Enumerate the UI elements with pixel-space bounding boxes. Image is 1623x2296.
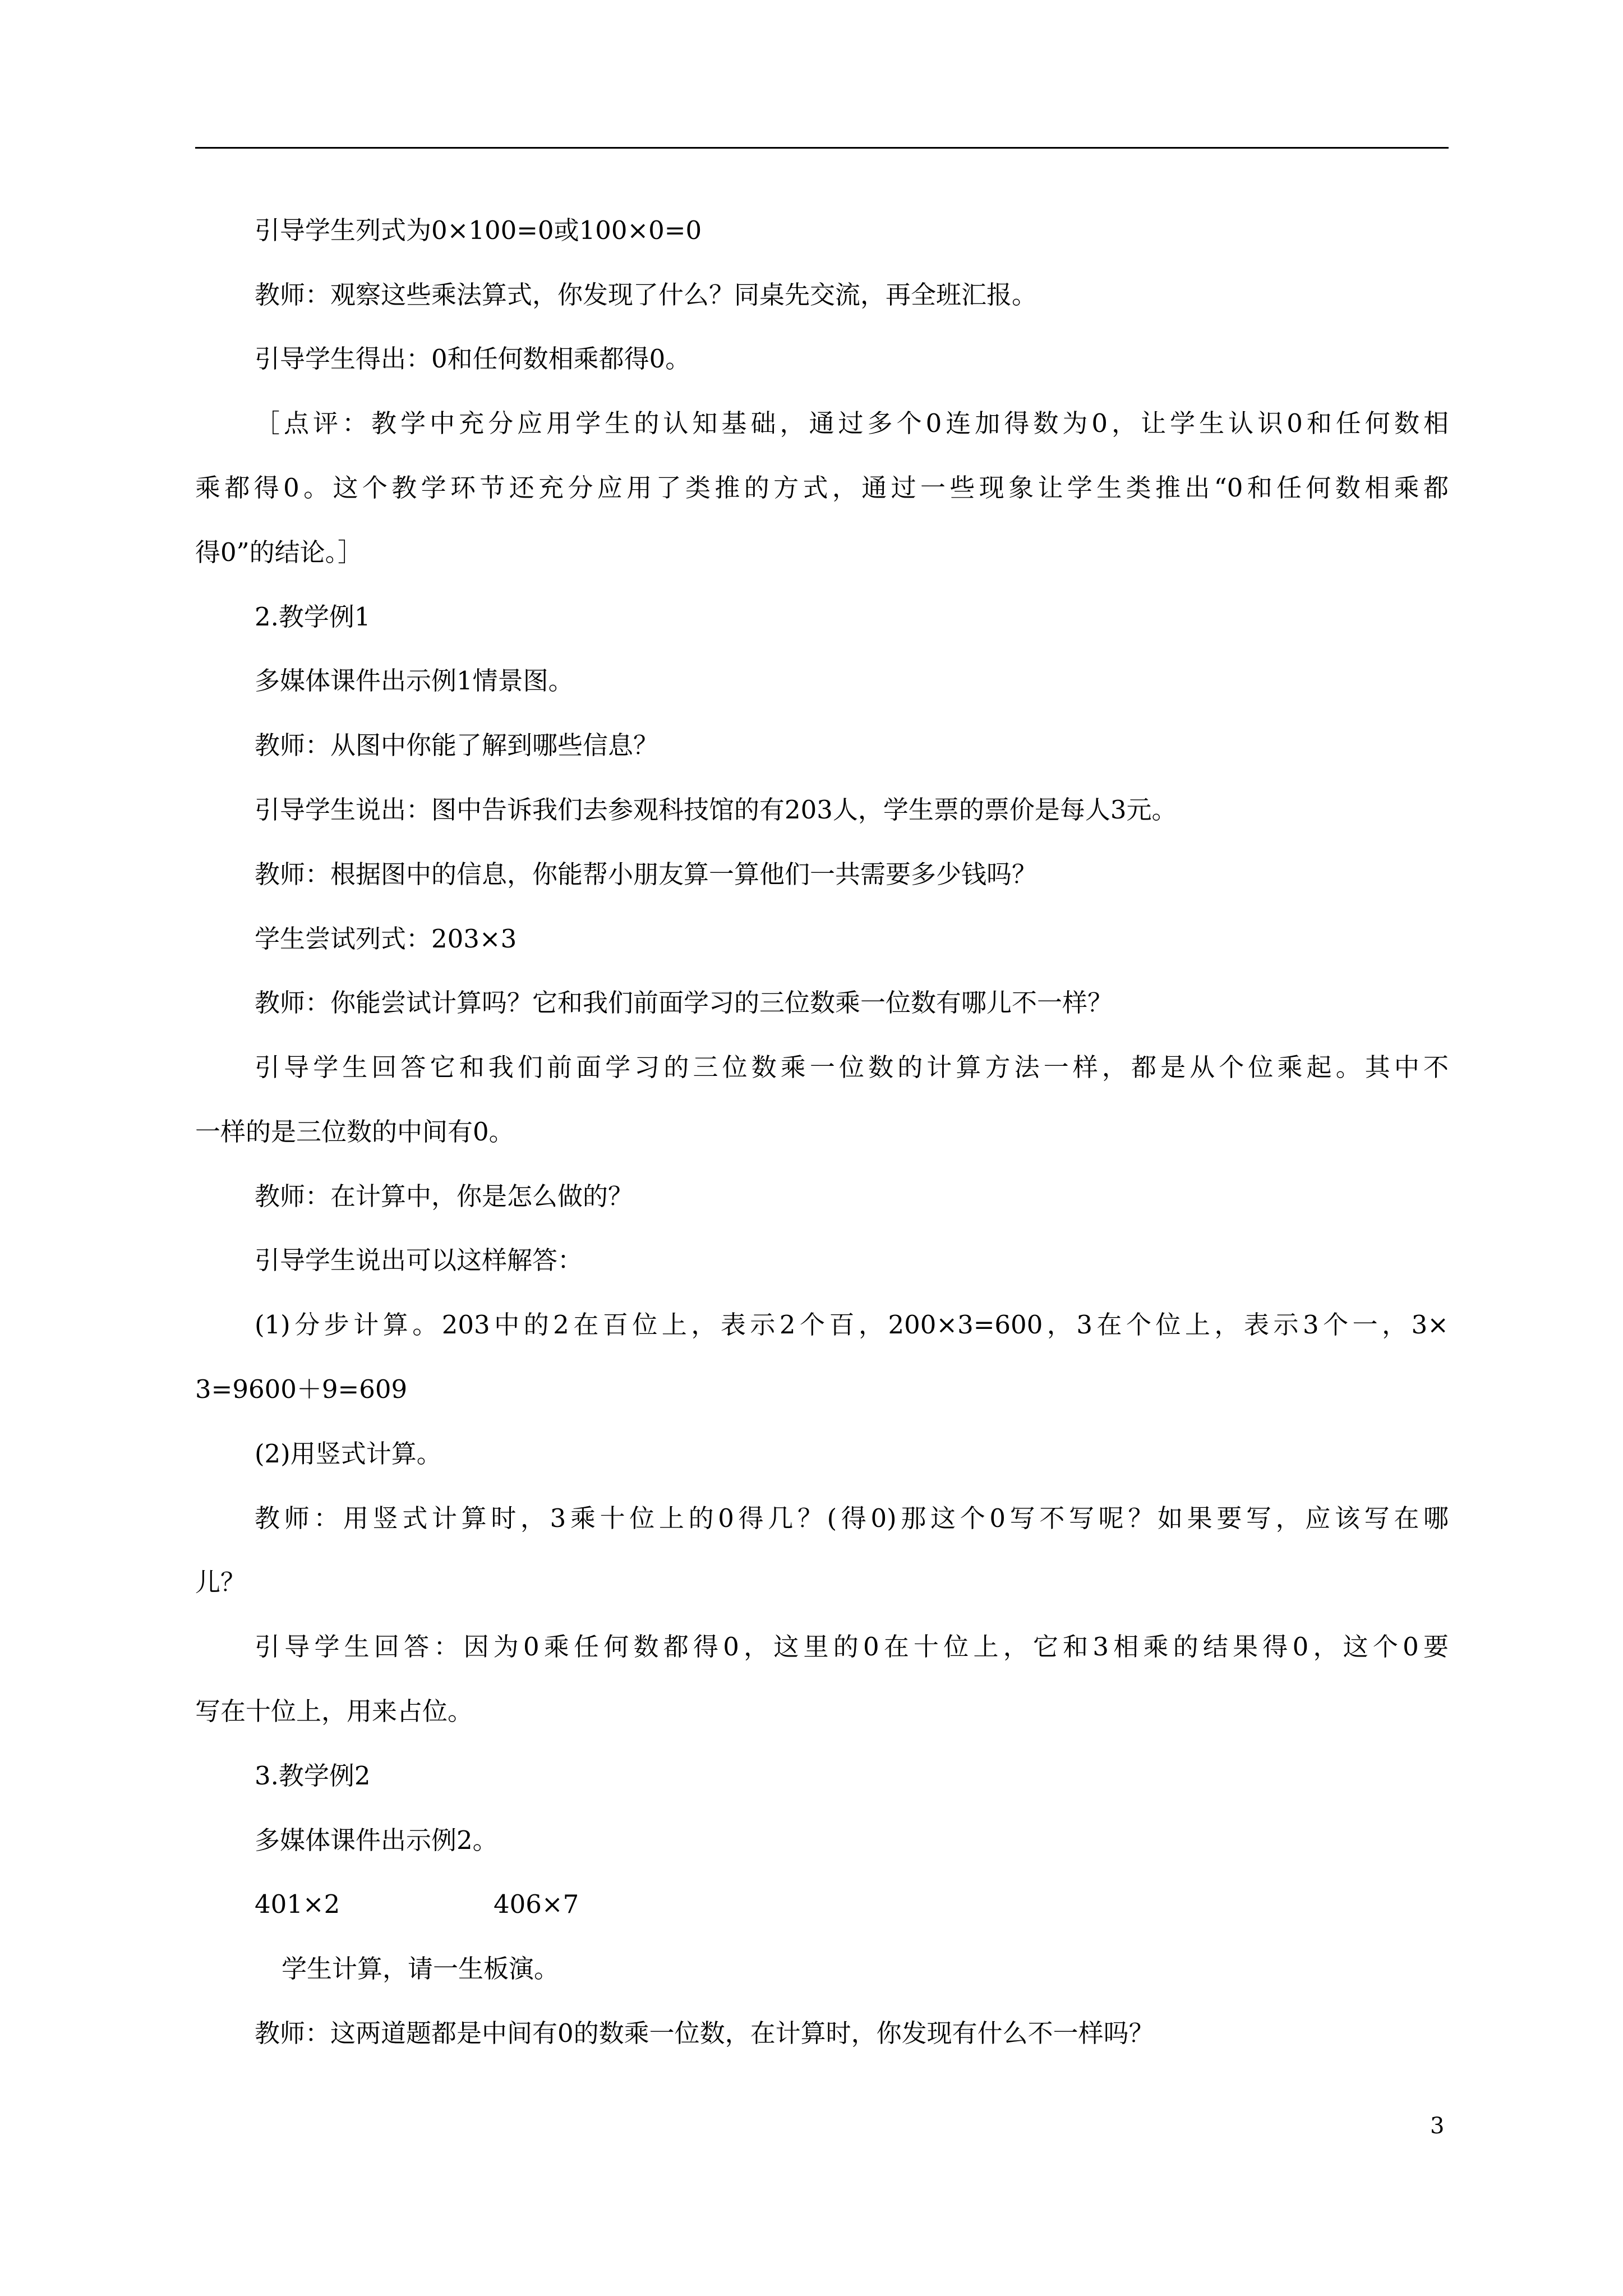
text-line: 教师：从图中你能了解到哪些信息？ — [255, 730, 659, 760]
text-line: ［点评：教学中充分应用学生的认知基础，通过多个0连加得数为0，让学生认识0和任何数相 — [255, 408, 1449, 438]
math-expression: 401×2 — [255, 1889, 340, 1919]
text-line: 引导学生回答它和我们前面学习的三位数乘一位数的计算方法一样，都是从个位乘起。其中不 — [255, 1052, 1449, 1082]
text-line: 教师：观察这些乘法算式，你发现了什么？同桌先交流，再全班汇报。 — [255, 280, 1038, 310]
text-line: 学生计算，请一生板演。 — [282, 1954, 560, 1984]
text-line: 引导学生说出：图中告诉我们去参观科技馆的有203人，学生票的票价是每人3元。 — [255, 795, 1177, 825]
text-line: 引导学生说出可以这样解答： — [255, 1245, 583, 1275]
text-line: 儿？ — [195, 1567, 246, 1597]
text-line: 教师：根据图中的信息，你能帮小朋友算一算他们一共需要多少钱吗？ — [255, 859, 1038, 889]
text-line: 写在十位上，用来占位。 — [195, 1696, 473, 1726]
text-line: 教师：你能尝试计算吗？它和我们前面学习的三位数乘一位数有哪儿不一样？ — [255, 988, 1113, 1018]
text-line: (1)分步计算。203中的2在百位上，表示2个百，200×3=600，3在个位上，表示3个一，3× — [255, 1310, 1449, 1340]
text-line: 教师：在计算中，你是怎么做的？ — [255, 1181, 634, 1211]
text-line: 教师：这两道题都是中间有0的数乘一位数，在计算时，你发现有什么不一样吗？ — [255, 2018, 1154, 2048]
text-line: 得0”的结论。］ — [195, 537, 363, 567]
page-number: 3 — [1430, 2113, 1445, 2139]
text-line: 多媒体课件出示例2。 — [255, 1825, 498, 1855]
text-line: 乘都得0。这个教学环节还充分应用了类推的方式，通过一些现象让学生类推出“0和任何数相乘都 — [195, 473, 1449, 503]
text-line: 引导学生得出：0和任何数相乘都得0。 — [255, 344, 691, 374]
text-line: 引导学生列式为0×100=0或100×0=0 — [255, 215, 702, 245]
text-line: 3=9600＋9=609 — [195, 1374, 408, 1404]
text-line: (2)用竖式计算。 — [255, 1439, 442, 1469]
text-line: 多媒体课件出示例1情景图。 — [255, 666, 574, 696]
section-heading: 2.教学例1 — [255, 602, 371, 632]
math-expression: 406×7 — [494, 1889, 579, 1919]
text-line: 引导学生回答：因为0乘任何数都得0，这里的0在十位上，它和3相乘的结果得0，这个0要 — [255, 1632, 1449, 1662]
section-heading: 3.教学例2 — [255, 1761, 371, 1791]
text-line: 一样的是三位数的中间有0。 — [195, 1117, 514, 1147]
text-line: 学生尝试列式：203×3 — [255, 924, 517, 954]
header-rule — [195, 147, 1449, 149]
text-line: 教师：用竖式计算时，3乘十位上的0得几？(得0)那这个0写不写呢？如果要写，应该写在哪 — [255, 1503, 1449, 1533]
